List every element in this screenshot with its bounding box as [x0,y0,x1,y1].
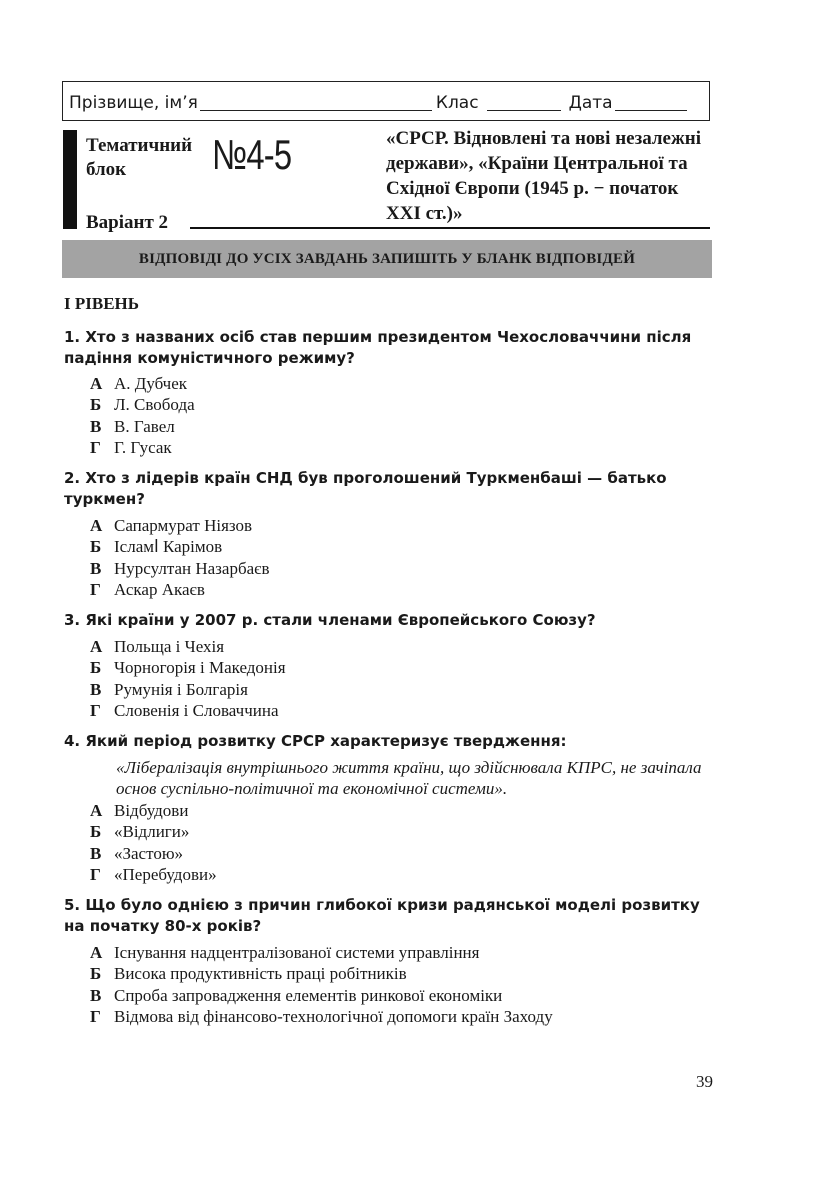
instruction-banner: ВІДПОВІДІ ДО УСІХ ЗАВДАНЬ ЗАПИШІТЬ У БЛАНК ВІДПОВІДЕЙ [62,240,712,278]
option-a[interactable]: А А. Дубчек [90,374,188,393]
option-d[interactable]: Г Словенія і Словаччина [90,701,279,721]
question-5: 5. Що було однією з причин глибокої кризи радянської моделі розвитку на початку 80-х років? [64,896,700,935]
question-4-quote: «Лібералізація внутрішнього життя країни, що здійснювала КПРС, не зачіпала основ суспільно-політичної та економічної системи». [116,758,702,798]
question-3-options [90,636,286,722]
date-label: Дата [568,93,613,113]
block-side-bar [63,130,77,229]
block-label [86,134,192,182]
student-info-box [62,81,710,121]
block-number: №4-5 [212,131,292,178]
option-b[interactable]: Б Ісламⅼ Карімов [90,537,223,557]
class-label: Клас [435,93,479,113]
variant-underline [190,227,710,229]
question-4: 4. Який період розвитку СРСР характеризує твердження: [64,732,567,750]
question-4-options [90,800,217,886]
option-b[interactable]: Б Висока продуктивність праці робітників [90,964,407,984]
block-label-line2: блок [86,159,127,180]
class-field[interactable] [487,109,561,111]
level-heading: І РІВЕНЬ [64,294,140,313]
surname-label: Прізвище, ім’я [69,93,198,113]
question-3: 3. Які країни у 2007 р. стали членами Європейського Союзу? [64,611,596,629]
option-b[interactable]: Б Чорногорія і Македонія [90,658,286,678]
page-number: 39 [696,1072,713,1091]
option-c[interactable]: В В. Гавел [90,416,175,436]
option-d[interactable]: Г Г. Гусак [90,438,172,458]
option-a[interactable]: А Відбудови [90,801,189,820]
block-label-line1: Тематичний [86,135,193,156]
option-c[interactable]: В Румунія і Болгарія [90,679,248,699]
option-a[interactable]: А Сапармурат Ніязов [90,516,253,535]
question-5-options [90,942,553,1028]
option-c[interactable]: В «Застою» [90,843,184,863]
option-d[interactable]: Г Аскар Акаєв [90,580,205,600]
option-d[interactable]: Г «Перебудови» [90,865,217,885]
option-c[interactable]: В Спроба запровадження елементів ринкової економіки [90,985,503,1005]
block-topic: «СРСР. Відновлені та нові незалежні держави», «Країни Центральної та Східної Європи (1945 р. − початок ХХІ ст.)» [386,128,701,224]
surname-field[interactable] [200,109,432,111]
question-2: 2. Хто з лідерів країн СНД був проголошений Туркменбаші — батько туркмен? [64,469,667,508]
option-a[interactable]: А Існування надцентралізованої системи управління [90,943,480,962]
option-b[interactable]: Б Л. Свобода [90,395,195,415]
option-a[interactable]: А Польща і Чехія [90,637,225,656]
option-d[interactable]: Г Відмова від фінансово-технологічної допомоги країн Заходу [90,1007,553,1027]
variant-label: Варіант 2 [86,212,169,233]
option-c[interactable]: В Нурсултан Назарбаєв [90,558,270,578]
option-b[interactable]: Б «Відлиги» [90,822,190,842]
question-1: 1. Хто з названих осіб став першим президентом Чехословаччини після падіння комуністичного режиму? [64,328,692,367]
question-2-options [90,515,269,601]
question-1-options [90,373,195,459]
date-field[interactable] [615,109,687,111]
